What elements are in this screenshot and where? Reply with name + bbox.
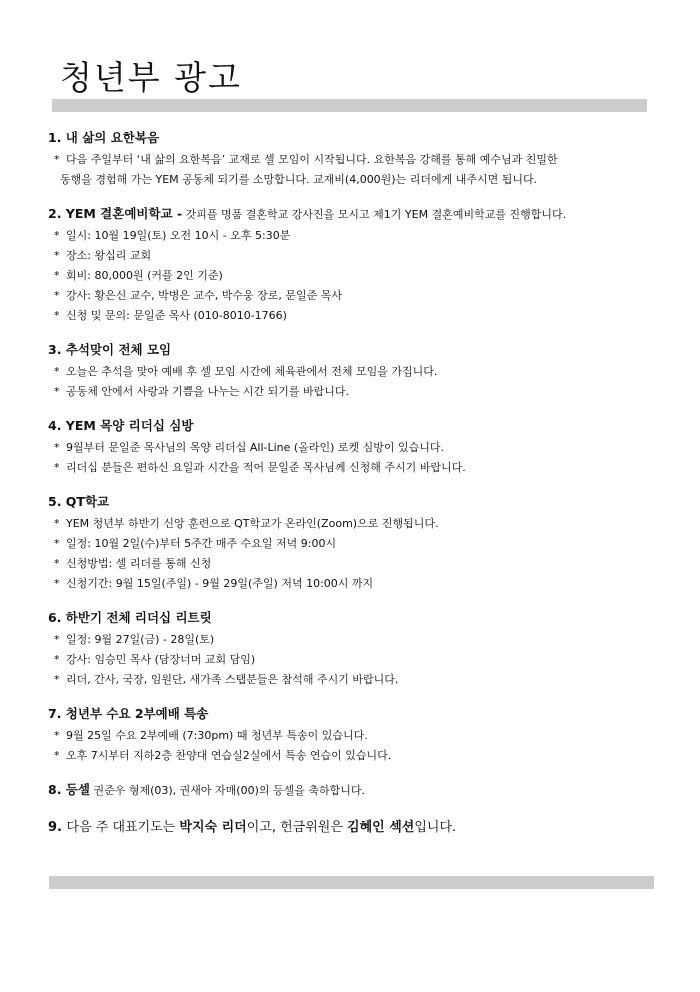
list-item: * 다음 주일부터 ‘내 삶의 요한복음’ 교재로 셀 모임이 시작됩니다. 요한복음 강해를 통해 예수님과 친밀한 [48,150,658,170]
bullet-star-icon: * [54,365,60,378]
section-heading: 6. 하반기 전체 리더십 리트릿 [48,610,212,625]
page-title: 청년부 광고 [60,58,242,97]
list-item: * 강사: 임승민 목사 (담장너머 교회 담임) [48,650,658,670]
list-item: * 오늘은 추석을 맞아 예배 후 셀 모임 시간에 체육관에서 전체 모임을 가집니다. [48,362,658,382]
list-item: * 강사: 황은신 교수, 박병은 교수, 박수웅 장로, 문일준 목사 [48,286,658,306]
bullet-star-icon: * [54,153,60,166]
section-6 [48,608,658,690]
announcement-list [48,128,658,852]
list-item: * 리더, 간사, 국장, 임원단, 새가족 스탭분들은 참석해 주시기 바랍니다. [48,670,658,690]
section-heading: 1. 내 삶의 요한복음 [48,130,160,145]
list-item: * 신청방법: 셀 리더를 통해 신청 [48,554,658,574]
bullet-star-icon: * [54,577,60,590]
section-heading: 5. QT학교 [48,494,110,509]
list-item: * 회비: 80,000원 (커플 2인 기준) [48,266,658,286]
list-item: * YEM 청년부 하반기 신앙 훈련으로 QT학교가 온라인(Zoom)으로 진행됩니다. [48,514,658,534]
list-item: * 일정: 9월 27일(금) - 28일(토) [48,630,658,650]
top-divider-bar [52,99,647,112]
bullet-star-icon: * [54,653,60,666]
list-item: * 9월 25일 수요 2부예배 (7:30pm) 때 청년부 특송이 있습니다. [48,726,658,746]
section-4 [48,416,658,478]
section-7 [48,704,658,766]
list-item: * 일시: 10월 19일(토) 오전 10시 - 오후 5:30분 [48,226,658,246]
offering-section-name: 김혜인 섹션 [347,820,415,835]
section-2 [48,204,658,326]
list-item: * 리더십 분들은 편하신 요일과 시간을 적어 문일준 목사님께 신청해 주시기 바랍니다. [48,458,658,478]
bullet-star-icon: * [54,249,60,262]
list-item: * 신청기간: 9월 15일(주일) - 9월 29일(주일) 저녁 10:00시 까지 [48,574,658,594]
section-9 [48,818,658,838]
bullet-star-icon: * [54,289,60,302]
section-heading: 9. 다음 주 대표기도는 박지숙 리더이고, 헌금위원은 김혜인 섹션입니다. [48,820,457,835]
list-item: * 공동체 안에서 사랑과 기쁨을 나누는 시간 되기를 바랍니다. [48,382,658,402]
bullet-star-icon: * [54,673,60,686]
bullet-star-icon: * [54,269,60,282]
section-heading: 7. 청년부 수요 2부예배 특송 [48,706,209,721]
section-heading-description: 권준우 형제(03), 권새아 자매(00)의 등셀을 축하합니다. [89,784,365,797]
bullet-star-icon: * [54,749,60,762]
bullet-star-icon: * [54,517,60,530]
section-heading: 2. YEM 결혼예비학교 - 갓피플 명품 결혼학교 강사진을 모시고 제1기 YEM 결혼예비학교를 진행합니다. [48,206,567,221]
prayer-leader-name: 박지숙 리더 [179,820,247,835]
section-3 [48,340,658,402]
bullet-star-icon: * [54,461,60,474]
list-item: * 장소: 왕십리 교회 [48,246,658,266]
list-item-continued: 동행을 경험해 가는 YEM 공동체 되기를 소망합니다. 교재비(4,000원)는 리더에게 내주시면 됩니다. [60,173,538,186]
list-item: * 신청 및 문의: 문일준 목사 (010-8010-1766) [48,306,658,326]
bullet-star-icon: * [54,633,60,646]
section-1 [48,128,658,190]
bottom-divider-bar [49,876,654,889]
section-heading-description: 갓피플 명품 결혼학교 강사진을 모시고 제1기 YEM 결혼예비학교를 진행합니다. [182,208,567,221]
bullet-star-icon: * [54,537,60,550]
bullet-star-icon: * [54,309,60,322]
bullet-star-icon: * [54,557,60,570]
section-heading: 8. 등셀 권준우 형제(03), 권새아 자매(00)의 등셀을 축하합니다. [48,782,365,797]
bullet-star-icon: * [54,385,60,398]
section-heading: 4. YEM 목양 리더십 심방 [48,418,194,433]
list-item: * 오후 7시부터 지하2층 찬양대 연습실2실에서 특송 연습이 있습니다. [48,746,658,766]
section-heading: 3. 추석맞이 전체 모임 [48,342,172,357]
list-item: * 일정: 10월 2일(수)부터 5주간 매주 수요일 저녁 9:00시 [48,534,658,554]
bullet-star-icon: * [54,729,60,742]
section-8 [48,780,658,800]
bullet-star-icon: * [54,441,60,454]
section-5 [48,492,658,594]
list-item: * 9월부터 문일준 목사님의 목양 리더십 All-Line (올라인) 로켓 심방이 있습니다. [48,438,658,458]
bullet-star-icon: * [54,229,60,242]
